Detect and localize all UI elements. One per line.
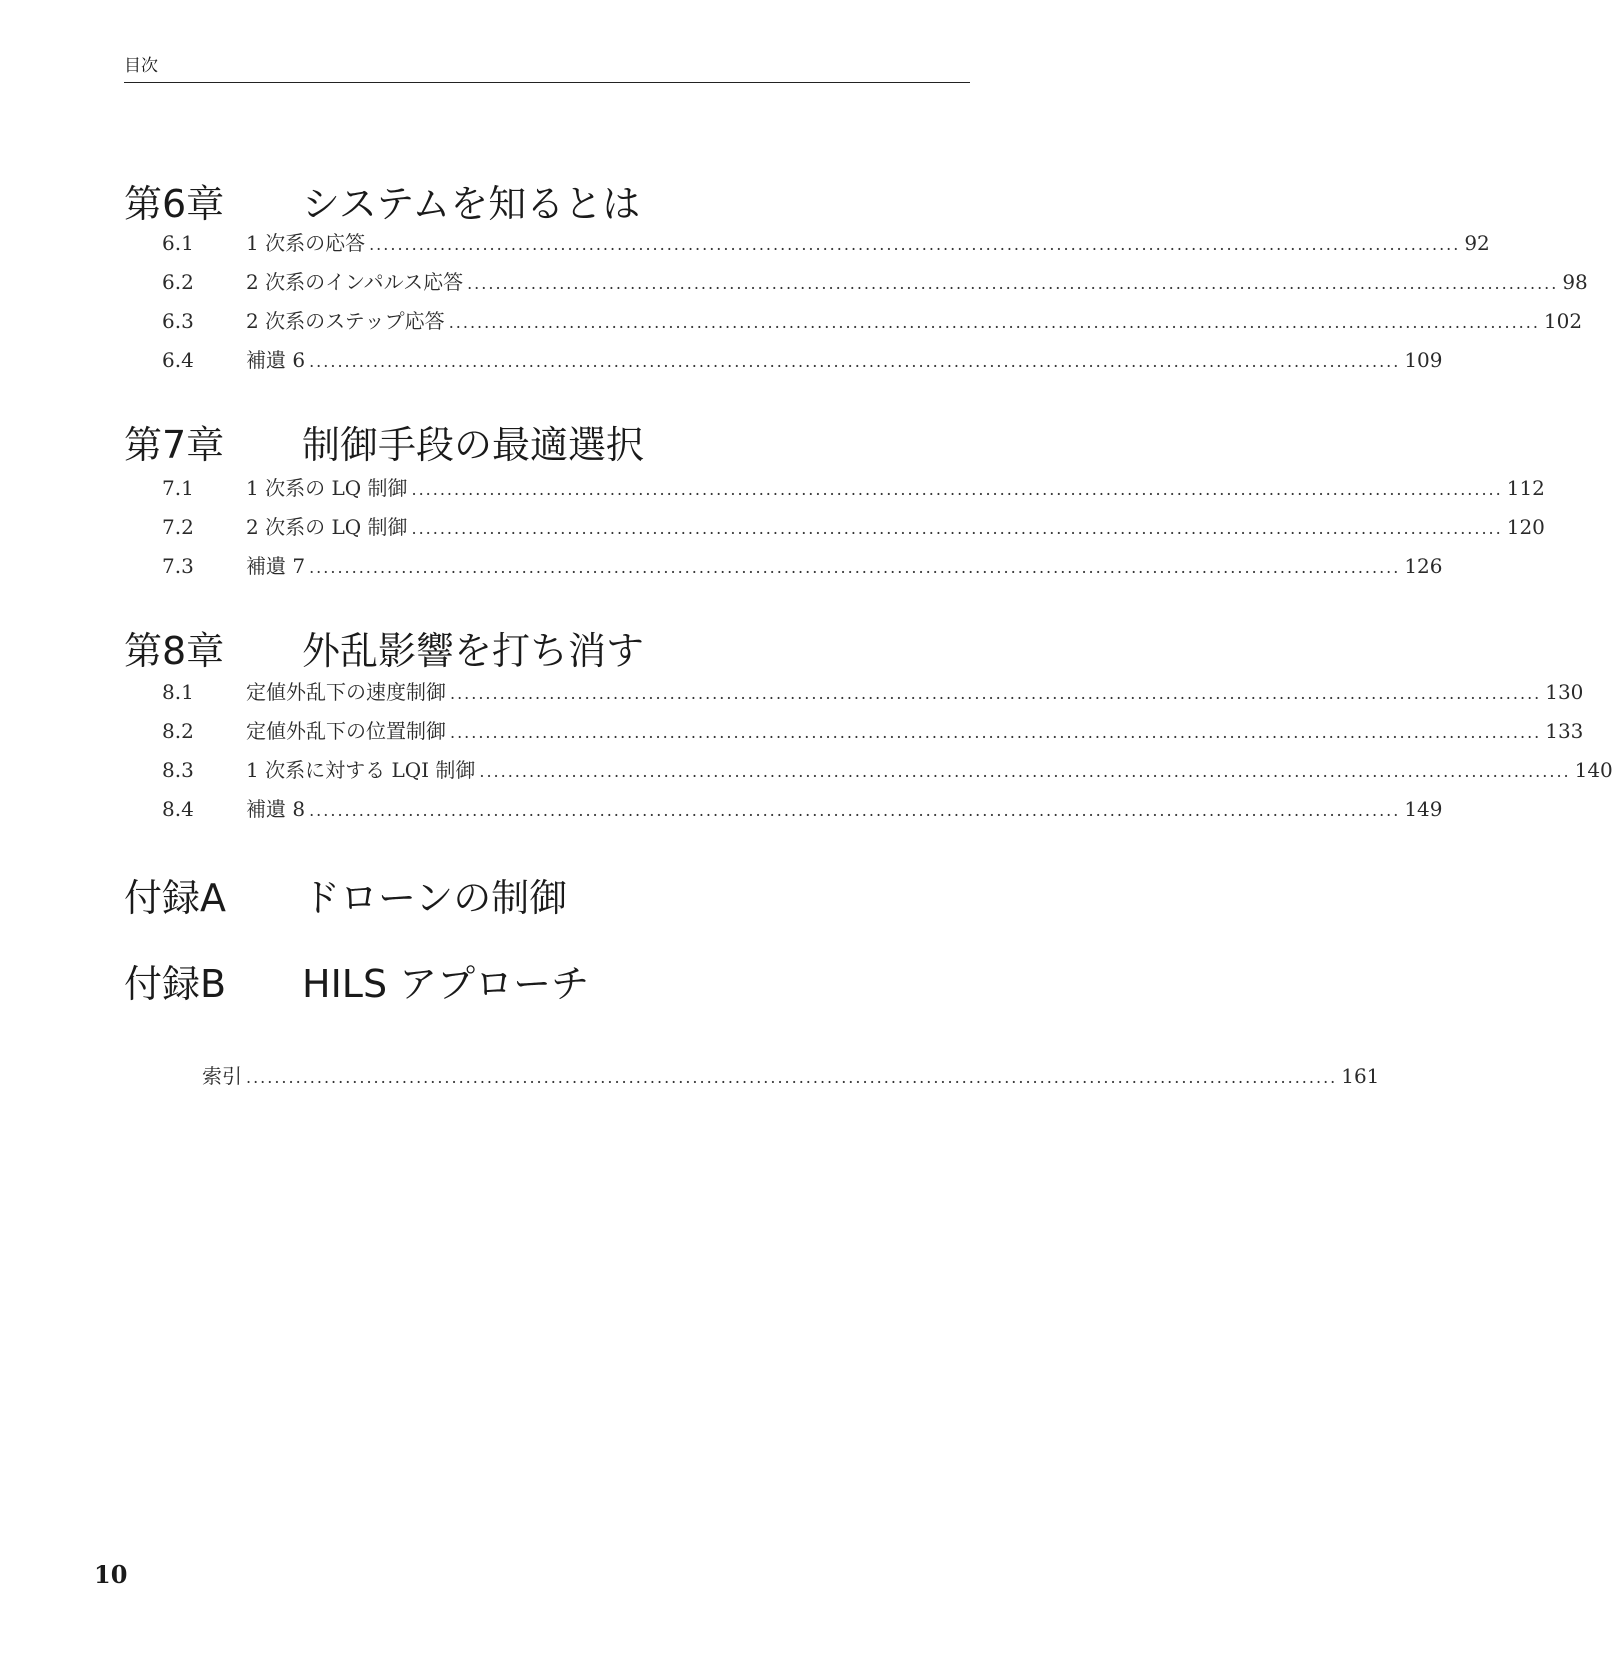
dot-leader: ..........................................................................................................................................................: [450, 723, 1542, 742]
dot-leader: ..........................................................................................................................................................: [309, 801, 1401, 820]
appendix-title: HILS アプローチ: [302, 962, 590, 1006]
chapter-number: 第8章: [124, 629, 225, 673]
toc-entry-8-1[interactable]: [162, 677, 1584, 707]
section-title: 2 次系の LQ 制御: [246, 515, 408, 539]
chapter-title: 外乱影響を打ち消す: [302, 629, 645, 673]
section-number: 8.3: [162, 758, 194, 782]
toc-entry-8-4[interactable]: [162, 794, 1443, 824]
section-number: 6.1: [162, 231, 194, 255]
toc-entry-8-3[interactable]: [162, 755, 1613, 785]
toc-entry-8-2[interactable]: [162, 716, 1584, 746]
dot-leader: ..........................................................................................................................................................: [448, 313, 1540, 332]
page-number: 112: [1506, 476, 1545, 500]
dot-leader: ..........................................................................................................................................................: [309, 558, 1401, 577]
section-title: 1 次系の LQ 制御: [246, 476, 408, 500]
toc-entry-6-4[interactable]: [162, 345, 1443, 375]
section-number: 8.1: [162, 680, 194, 704]
dot-leader: ..........................................................................................................................................................: [369, 235, 1461, 254]
dot-leader: ..........................................................................................................................................................: [411, 480, 1503, 499]
toc-entry-7-2[interactable]: [162, 512, 1545, 542]
dot-leader: ..........................................................................................................................................................: [467, 274, 1559, 293]
page-number: 149: [1404, 797, 1443, 821]
appendix-number: 付録A: [124, 876, 226, 920]
section-title: 2 次系のステップ応答: [246, 309, 445, 333]
section-title: 定値外乱下の速度制御: [246, 680, 446, 704]
section-number: 7.1: [162, 476, 194, 500]
section-number: 6.2: [162, 270, 194, 294]
appendix-number: 付録B: [124, 962, 227, 1006]
section-number: 6.4: [162, 348, 194, 372]
chapter-number: 第7章: [124, 423, 225, 467]
running-title: 目次: [124, 56, 158, 76]
dot-leader: ..........................................................................................................................................................: [246, 1068, 1338, 1087]
page-number: 109: [1404, 348, 1443, 372]
chapter-heading-6[interactable]: [124, 180, 970, 228]
page-number: 102: [1543, 309, 1583, 333]
section-title: 2 次系のインパルス応答: [246, 270, 464, 294]
toc-entry-index[interactable]: [202, 1061, 1380, 1091]
chapter-title: 制御手段の最適選択: [302, 423, 645, 467]
section-title: 定値外乱下の位置制御: [246, 719, 446, 743]
chapter-heading-8[interactable]: [124, 627, 970, 675]
section-title: 1 次系に対する LQI 制御: [246, 758, 476, 782]
toc-entry-7-3[interactable]: [162, 551, 1443, 581]
toc-entry-6-3[interactable]: [162, 306, 1583, 336]
appendix-title: ドローンの制御: [302, 876, 568, 920]
toc-entry-6-1[interactable]: [162, 228, 1490, 258]
page-number: 140: [1574, 758, 1613, 782]
section-number: 6.3: [162, 309, 194, 333]
section-title: 1 次系の応答: [246, 231, 366, 255]
section-number: 8.4: [162, 797, 194, 821]
page-number: 92: [1464, 231, 1490, 255]
section-number: 8.2: [162, 719, 194, 743]
dot-leader: ..........................................................................................................................................................: [411, 519, 1503, 538]
chapter-heading-7[interactable]: [124, 421, 970, 469]
appendix-heading-a[interactable]: [124, 874, 970, 922]
page-number: 98: [1562, 270, 1588, 294]
running-header: [124, 56, 970, 83]
section-title: 補遺 8: [246, 797, 306, 821]
page-folio: 10: [94, 1560, 128, 1589]
section-number: 7.2: [162, 515, 194, 539]
section-number: 7.3: [162, 554, 194, 578]
page-number: 130: [1545, 680, 1584, 704]
section-title: 補遺 6: [246, 348, 306, 372]
dot-leader: ..........................................................................................................................................................: [309, 352, 1401, 371]
page-number: 126: [1404, 554, 1443, 578]
chapter-title: システムを知るとは: [302, 182, 641, 226]
page-number: 120: [1506, 515, 1545, 539]
dot-leader: ..........................................................................................................................................................: [479, 762, 1571, 781]
page-number: 161: [1341, 1064, 1380, 1088]
section-title: 補遺 7: [246, 554, 306, 578]
chapter-number: 第6章: [124, 182, 225, 226]
appendix-heading-b[interactable]: [124, 960, 970, 1008]
index-title: 索引: [202, 1064, 242, 1088]
dot-leader: ..........................................................................................................................................................: [450, 684, 1542, 703]
toc-entry-7-1[interactable]: [162, 473, 1545, 503]
toc-entry-6-2[interactable]: [162, 267, 1588, 297]
page-number: 133: [1545, 719, 1584, 743]
